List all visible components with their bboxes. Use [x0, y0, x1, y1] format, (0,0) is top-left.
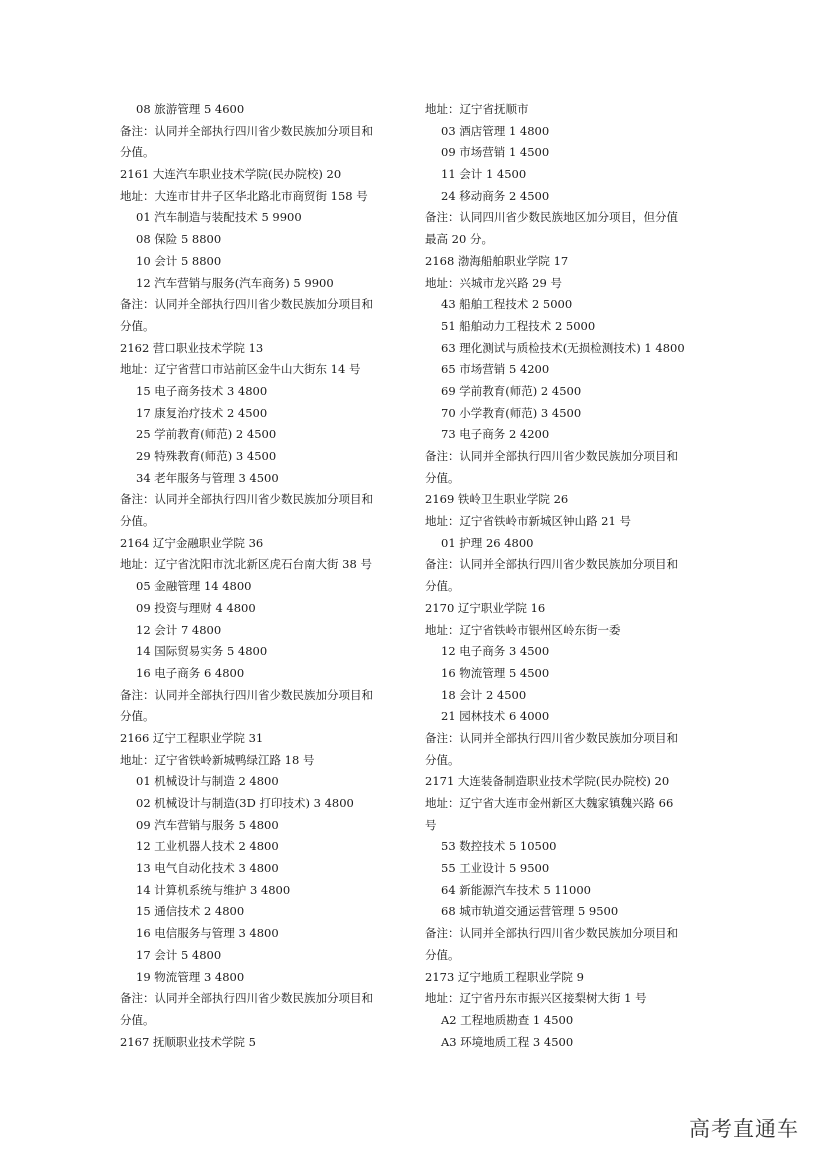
program-entry: 18 会计 2 4500: [441, 687, 527, 702]
text-line: 地址：辽宁省大连市金州新区大魏家镇魏兴路 66: [425, 796, 674, 810]
text-line: 分值。: [120, 1012, 155, 1027]
text-line: 2168 渤海船舶职业学院 17: [425, 253, 569, 268]
program-entry: 21 园林技术 6 4000: [441, 709, 550, 724]
text-line: 备注：认同并全部执行四川省少数民族加分项目和: [425, 449, 678, 463]
program-entry: 64 新能源汽车技术 5 11000: [441, 882, 591, 897]
text-line: 分值。: [120, 514, 155, 529]
program-entry: 16 电信服务与管理 3 4800: [136, 926, 279, 941]
program-entry: 14 国际贸易实务 5 4800: [136, 644, 268, 659]
text-line: 备注：认同四川省少数民族地区加分项目，但分值: [425, 210, 678, 225]
right-column: [425, 99, 715, 1053]
program-entry: 53 数控技术 5 10500: [441, 839, 557, 854]
program-entry: 08 保险 5 8800: [136, 232, 222, 247]
program-entry: 01 护理 26 4800: [441, 535, 534, 550]
text-line: 最高 20 分。: [425, 232, 493, 247]
watermark-logo: 高考直通车: [689, 1117, 799, 1141]
text-line: 地址：兴城市龙兴路 29 号: [425, 275, 562, 290]
text-line: 分值。: [425, 752, 460, 767]
program-entry: 12 会计 7 4800: [136, 622, 222, 637]
text-line: 备注：认同并全部执行四川省少数民族加分项目和: [425, 926, 678, 941]
text-line: 备注：认同并全部执行四川省少数民族加分项目和: [425, 557, 678, 572]
text-line: 地址：辽宁省营口市站前区金牛山大街东 14 号: [120, 362, 361, 377]
text-line: 备注：认同并全部执行四川省少数民族加分项目和: [120, 687, 373, 702]
text-line: 备注：认同并全部执行四川省少数民族加分项目和: [425, 730, 678, 745]
program-entry: 12 工业机器人技术 2 4800: [136, 839, 279, 854]
text-line: 地址：辽宁省丹东市振兴区接梨树大街 1 号: [425, 991, 647, 1006]
text-line: 2173 辽宁地质工程职业学院 9: [425, 969, 584, 984]
program-entry: 19 物流管理 3 4800: [136, 969, 245, 984]
program-entry: 68 城市轨道交通运营管理 5 9500: [441, 904, 619, 919]
text-line: 地址：辽宁省铁岭市银州区岭东街一委: [425, 622, 621, 637]
text-line: 2161 大连汽车职业技术学院(民办院校) 20: [120, 167, 342, 182]
program-entry: 01 机械设计与制造 2 4800: [136, 774, 279, 789]
text-line: 号: [425, 817, 437, 832]
text-line: 分值。: [120, 709, 155, 724]
text-line: 2167 抚顺职业技术学院 5: [120, 1034, 256, 1049]
program-entry: 55 工业设计 5 9500: [441, 861, 550, 876]
program-entry: 13 电气自动化技术 3 4800: [136, 861, 279, 876]
program-entry: 69 学前教育(师范) 2 4500: [441, 383, 582, 398]
program-entry: 65 市场营销 5 4200: [441, 362, 550, 377]
text-line: 2162 营口职业技术学院 13: [120, 340, 264, 355]
program-entry: 14 计算机系统与维护 3 4800: [136, 882, 291, 897]
program-entry: 17 会计 5 4800: [136, 947, 222, 962]
program-entry: A3 环境地质工程 3 4500: [441, 1034, 574, 1049]
program-entry: 08 旅游管理 5 4600: [136, 102, 245, 116]
program-entry: 17 康复治疗技术 2 4500: [136, 405, 268, 420]
program-entry: 43 船舶工程技术 2 5000: [441, 297, 573, 312]
program-entry: 12 汽车营销与服务(汽车商务) 5 9900: [136, 275, 334, 290]
text-line: 地址：辽宁省沈阳市沈北新区虎石台南大街 38 号: [120, 557, 372, 572]
program-entry: 16 物流管理 5 4500: [441, 665, 550, 680]
text-line: 分值。: [425, 579, 460, 594]
text-line: 备注：认同并全部执行四川省少数民族加分项目和: [120, 991, 373, 1006]
program-entry: 25 学前教育(师范) 2 4500: [136, 427, 277, 442]
text-line: 备注：认同并全部执行四川省少数民族加分项目和: [120, 123, 373, 138]
text-line: 地址：辽宁省抚顺市: [425, 102, 529, 116]
text-line: 分值。: [425, 470, 460, 485]
program-entry: 34 老年服务与管理 3 4500: [136, 470, 279, 485]
text-line: 地址：大连市甘井子区华北路北市商贸街 158 号: [120, 188, 368, 203]
text-line: 地址：辽宁省铁岭市新城区钟山路 21 号: [425, 514, 631, 529]
program-entry: 63 理化测试与质检技术(无损检测技术) 1 4800: [441, 340, 685, 355]
text-line: 2171 大连装备制造职业技术学院(民办院校) 20: [425, 774, 670, 789]
program-entry: 09 市场营销 1 4500: [441, 145, 550, 160]
text-line: 备注：认同并全部执行四川省少数民族加分项目和: [120, 492, 373, 507]
program-entry: 09 投资与理财 4 4800: [136, 600, 256, 615]
text-line: 备注：认同并全部执行四川省少数民族加分项目和: [120, 297, 373, 312]
program-entry: 05 金融管理 14 4800: [136, 579, 252, 594]
program-entry: 70 小学教育(师范) 3 4500: [441, 405, 582, 420]
text-line: 分值。: [425, 947, 460, 962]
program-entry: 24 移动商务 2 4500: [441, 188, 550, 203]
program-entry: 29 特殊教育(师范) 3 4500: [136, 449, 277, 463]
program-entry: 02 机械设计与制造(3D 打印技术) 3 4800: [136, 796, 354, 810]
left-column: [120, 99, 410, 1053]
program-entry: 15 电子商务技术 3 4800: [136, 383, 268, 398]
program-entry: 73 电子商务 2 4200: [441, 427, 550, 442]
text-line: 2166 辽宁工程职业学院 31: [120, 730, 264, 745]
program-entry: 15 通信技术 2 4800: [136, 904, 245, 919]
program-entry: 03 酒店管理 1 4800: [441, 123, 550, 138]
text-line: 2164 辽宁金融职业学院 36: [120, 535, 264, 550]
program-entry: 51 船舶动力工程技术 2 5000: [441, 318, 596, 333]
text-line: 地址：辽宁省铁岭新城鸭绿江路 18 号: [120, 752, 315, 767]
program-entry: 12 电子商务 3 4500: [441, 644, 550, 659]
text-line: 分值。: [120, 145, 155, 160]
program-entry: 01 汽车制造与装配技术 5 9900: [136, 210, 302, 225]
text-line: 2170 辽宁职业学院 16: [425, 600, 546, 615]
program-entry: 11 会计 1 4500: [441, 167, 527, 182]
program-entry: A2 工程地质勘查 1 4500: [441, 1012, 574, 1027]
program-entry: 16 电子商务 6 4800: [136, 665, 245, 680]
text-line: 2169 铁岭卫生职业学院 26: [425, 492, 569, 507]
program-entry: 09 汽车营销与服务 5 4800: [136, 817, 279, 832]
program-entry: 10 会计 5 8800: [136, 253, 222, 268]
text-line: 分值。: [120, 318, 155, 333]
